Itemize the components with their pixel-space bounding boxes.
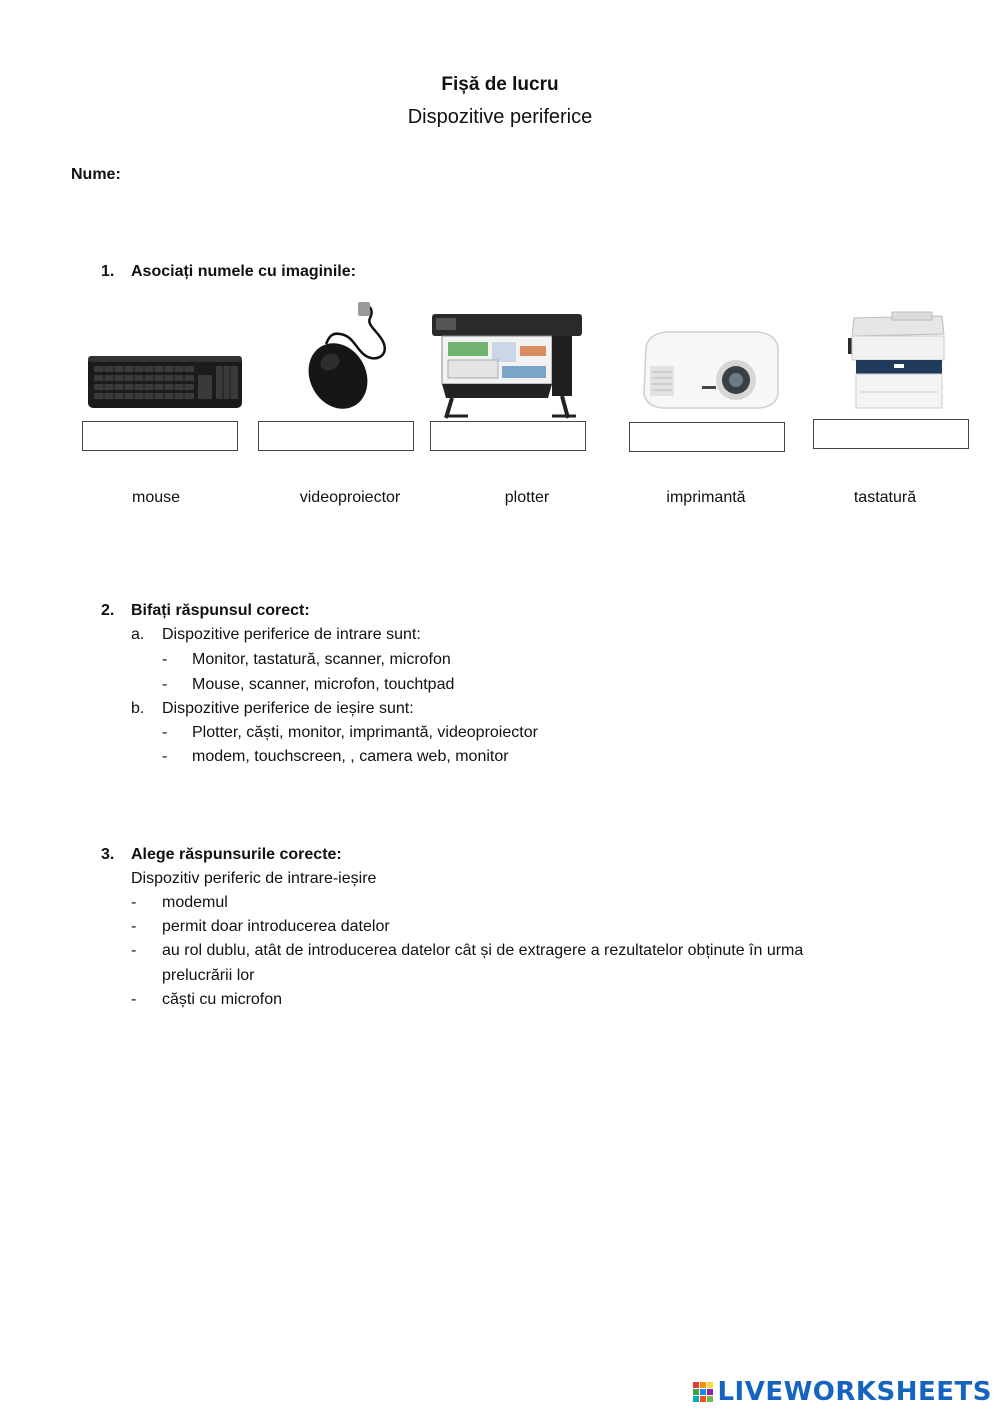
word-imprimanta[interactable]: imprimantă: [666, 489, 746, 506]
q3-option-1[interactable]: modemul: [162, 894, 228, 911]
q3-option-3[interactable]: au rol dublu, atât de introducerea datelor cât și de extragere a rezultatelor obținute în urma: [162, 942, 804, 959]
word-plotter[interactable]: plotter: [504, 489, 550, 506]
page-title: Fișă de lucru: [441, 74, 559, 95]
q2a-option-1[interactable]: Monitor, tastatură, scanner, microfon: [192, 651, 451, 668]
q2b-dash-2: -: [162, 748, 168, 765]
q2-text: Bifați răspunsul corect:: [131, 602, 310, 619]
liveworksheets-logo[interactable]: [693, 1377, 992, 1407]
logo-mark-icon: [693, 1382, 713, 1402]
q2b-option-2[interactable]: modem, touchscreen, , camera web, monitor: [192, 748, 509, 765]
q3-dash-3: -: [131, 942, 137, 959]
answer-box-4[interactable]: [629, 422, 785, 452]
word-videoproiector[interactable]: videoproiector: [299, 489, 401, 506]
logo-square-3: [707, 1382, 713, 1388]
q3-option-2[interactable]: permit doar introducerea datelor: [162, 918, 390, 935]
q2b-dash-1: -: [162, 724, 168, 741]
printer-icon: [846, 310, 950, 412]
logo-square-1: [693, 1382, 699, 1388]
logo-square-6: [707, 1389, 713, 1395]
projector-icon: [636, 326, 786, 416]
q2a-dash-1: -: [162, 651, 168, 668]
q3-option-4[interactable]: căști cu microfon: [162, 991, 283, 1008]
q3-number: 3.: [101, 846, 115, 863]
logo-square-7: [693, 1396, 699, 1402]
word-tastatura[interactable]: tastatură: [853, 489, 917, 506]
logo-square-8: [700, 1396, 706, 1402]
q3-dash-4: -: [131, 991, 137, 1008]
answer-box-2[interactable]: [258, 421, 414, 451]
plotter-icon: [428, 310, 586, 420]
q1-number: 1.: [101, 263, 115, 280]
q2b-letter: b.: [131, 700, 145, 717]
q2b-text: Dispozitive periferice de ieșire sunt:: [162, 700, 414, 717]
keyboard-icon: [86, 352, 244, 410]
word-mouse[interactable]: mouse: [131, 489, 181, 506]
q3-option-3-cont[interactable]: prelucrării lor: [162, 967, 255, 984]
q3-intro: Dispozitiv periferic de intrare-ieșire: [131, 870, 377, 887]
q3-text: Alege răspunsurile corecte:: [131, 846, 342, 863]
answer-box-1[interactable]: [82, 421, 238, 451]
answer-box-5[interactable]: [813, 419, 969, 449]
mouse-icon: [300, 300, 400, 412]
logo-square-9: [707, 1396, 713, 1402]
logo-square-4: [693, 1389, 699, 1395]
logo-square-2: [700, 1382, 706, 1388]
name-label: Nume:: [71, 166, 121, 183]
q2a-dash-2: -: [162, 676, 168, 693]
q2a-text: Dispozitive periferice de intrare sunt:: [162, 626, 421, 643]
q2b-option-1[interactable]: Plotter, căști, monitor, imprimantă, videoproiector: [192, 724, 538, 741]
q2-number: 2.: [101, 602, 115, 619]
logo-text: LIVEWORKSHEETS: [717, 1377, 992, 1407]
answer-box-3[interactable]: [430, 421, 586, 451]
logo-square-5: [700, 1389, 706, 1395]
q2a-option-2[interactable]: Mouse, scanner, microfon, touchtpad: [192, 676, 455, 693]
q1-text: Asociați numele cu imaginile:: [131, 263, 356, 280]
q3-dash-1: -: [131, 894, 137, 911]
q3-dash-2: -: [131, 918, 137, 935]
q2a-letter: a.: [131, 626, 145, 643]
page-subtitle: Dispozitive periferice: [407, 106, 593, 128]
